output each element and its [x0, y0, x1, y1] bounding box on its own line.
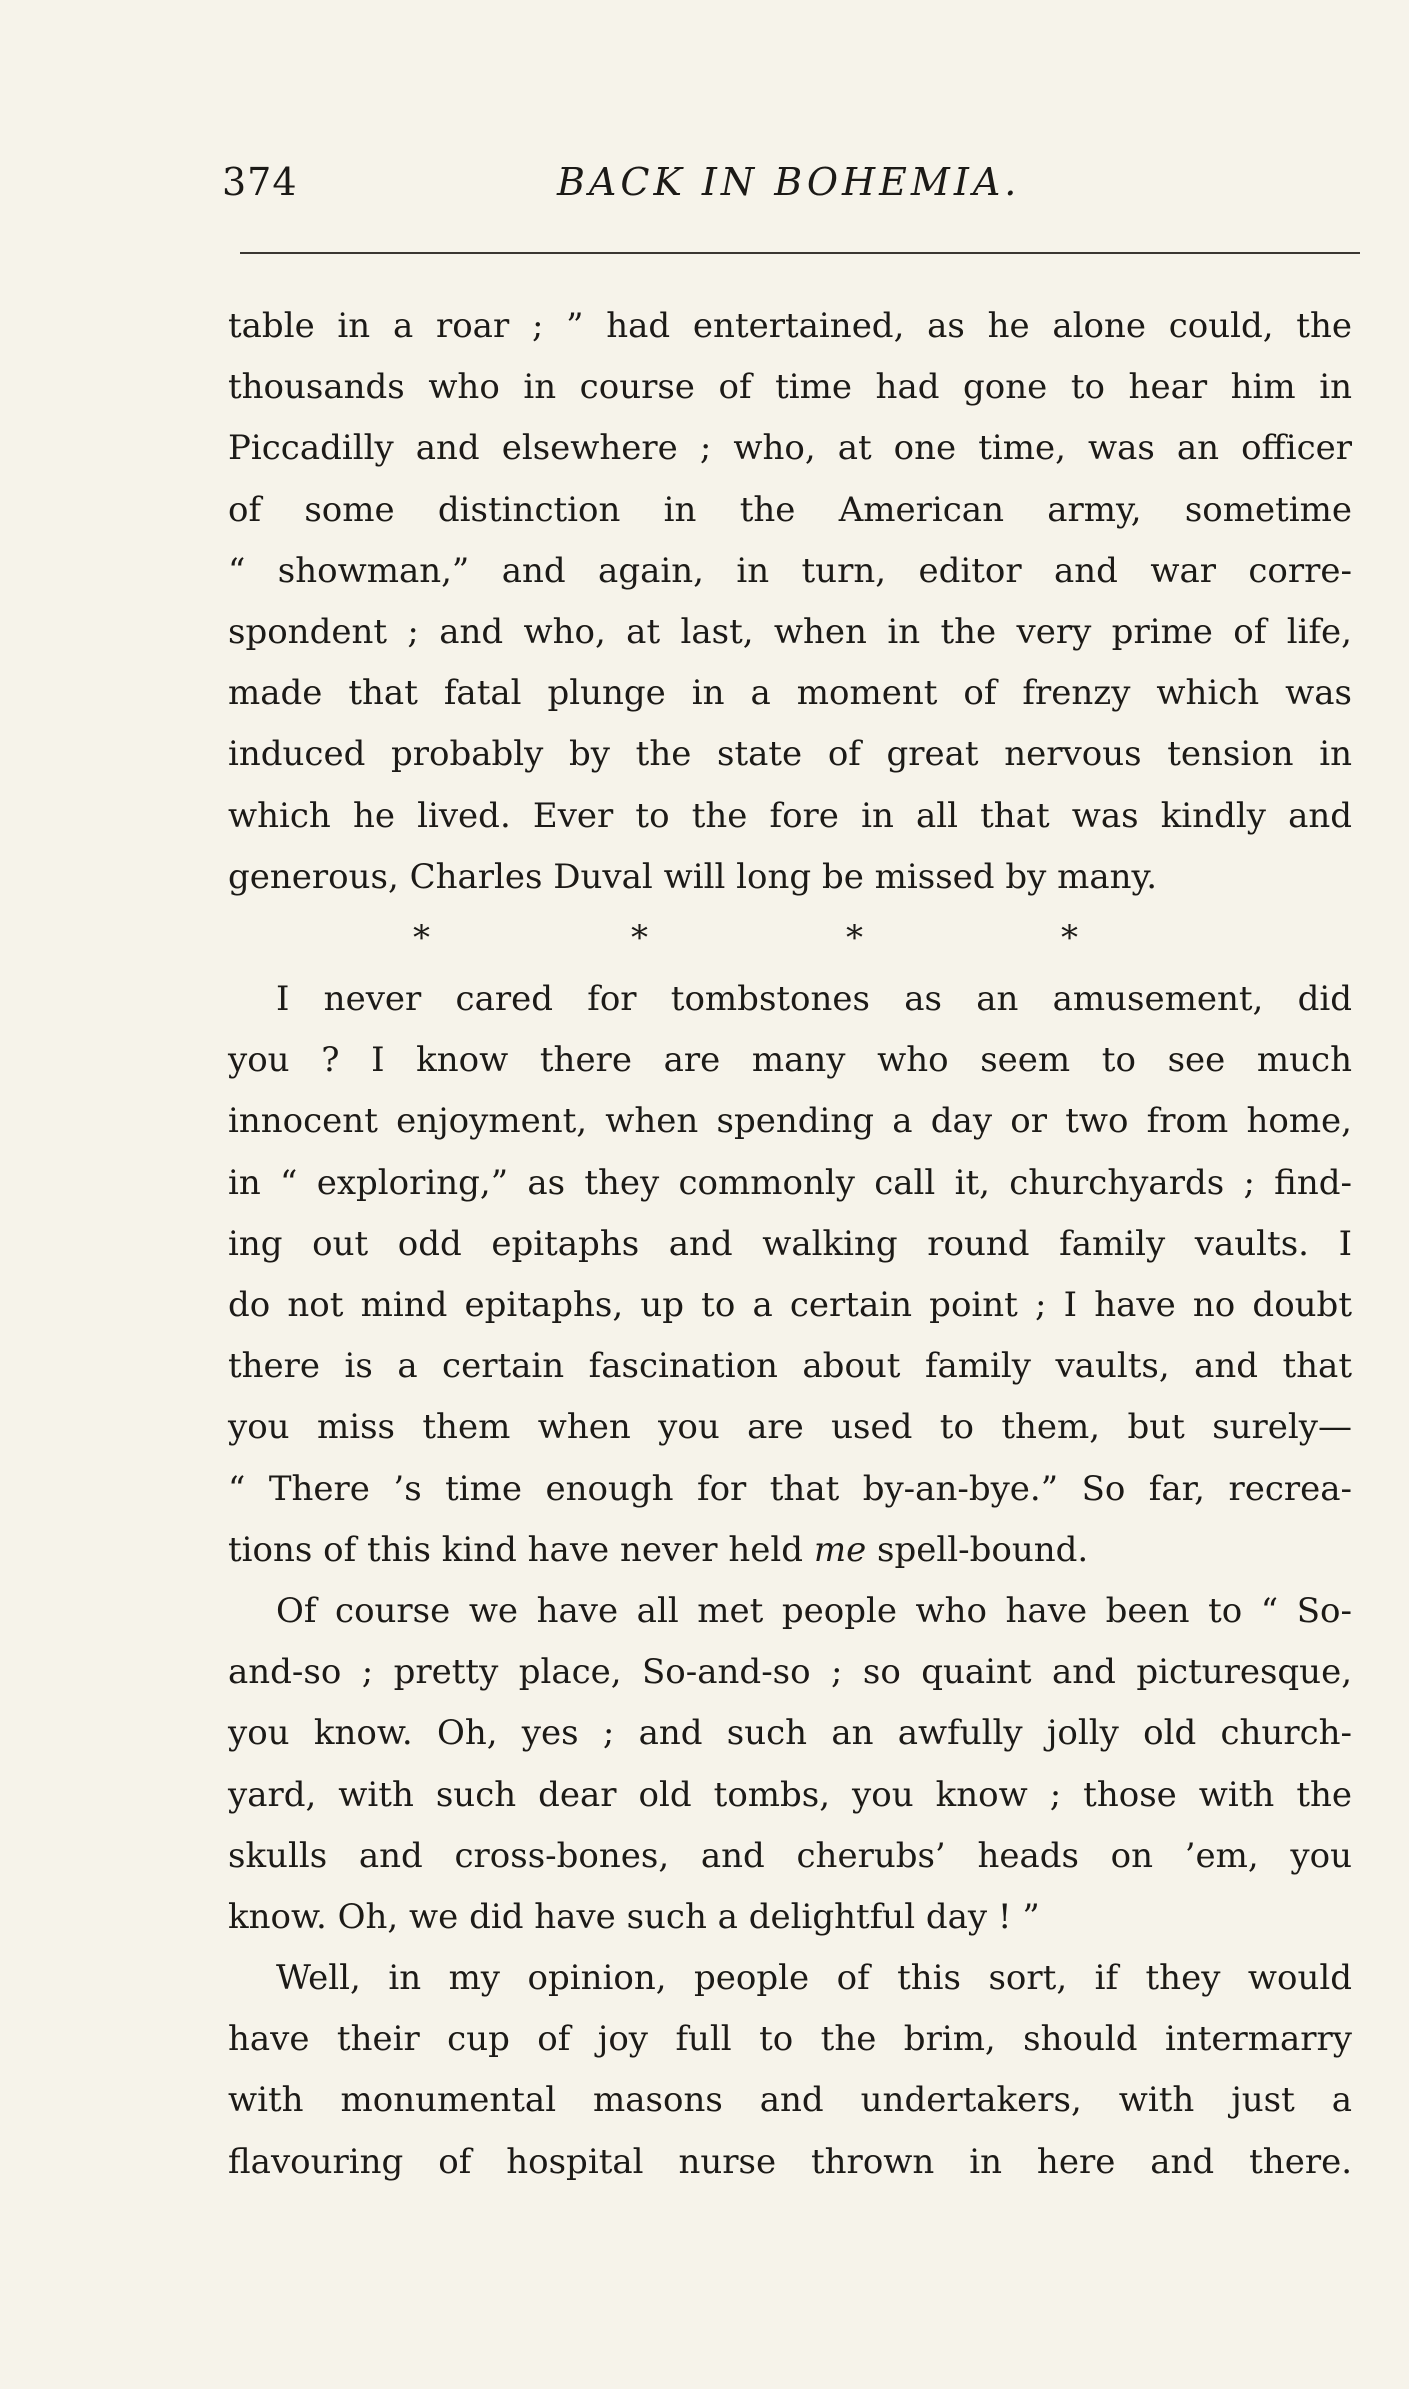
text-segment: tions of this kind have never held: [228, 1529, 814, 1570]
text-line: Piccadilly and elsewhere ; who, at one time, was an officer: [228, 428, 1352, 469]
text-line: ing out odd epitaphs and walking round family vaults. I: [228, 1223, 1352, 1264]
text-line: there is a certain fascination about family vaults, and that: [228, 1346, 1352, 1387]
paragraph-3: [228, 1581, 1352, 1948]
text-segment: spell-bound.: [866, 1529, 1089, 1570]
text-line: “ There ’s time enough for that by-an-bye.” So far, recrea-: [228, 1468, 1352, 1509]
text-line: you miss them when you are used to them, but surely—: [228, 1407, 1352, 1448]
body-text: [228, 296, 1352, 2193]
text-line: do not mind epitaphs, up to a certain point ; I have no doubt: [228, 1285, 1352, 1325]
text-line: know. Oh, we did have such a delightful day ! ”: [228, 1896, 1040, 1937]
paragraph-1: [228, 296, 1352, 908]
text-line: induced probably by the state of great nervous tension in: [228, 734, 1352, 775]
page-header: [222, 160, 1362, 220]
asterisk-glyph: *: [1061, 917, 1078, 958]
text-line: flavouring of hospital nurse thrown in here and there.: [228, 2141, 1352, 2182]
running-head: BACK IN BOHEMIA.: [557, 160, 1021, 204]
section-break-asterisks: [228, 908, 1352, 969]
text-line: of some distinction in the American army, sometime: [228, 489, 1352, 530]
text-line: innocent enjoyment, when spending a day or two from home,: [228, 1101, 1352, 1142]
asterisk-glyph: *: [631, 917, 648, 958]
text-line: “ showman,” and again, in turn, editor and war corre-: [228, 550, 1352, 591]
text-line: have their cup of joy full to the brim, should intermarry: [228, 2019, 1352, 2060]
text-line: skulls and cross-bones, and cherubs’ heads on ’em, you: [228, 1835, 1352, 1876]
text-line: spondent ; and who, at last, when in the very prime of life,: [228, 611, 1352, 652]
page-number: 374: [222, 160, 298, 204]
text-line: Of course we have all met people who have been to “ So-: [276, 1590, 1352, 1631]
text-line: table in a roar ; ” had entertained, as he alone could, the: [228, 306, 1352, 346]
text-line: generous, Charles Duval will long be missed by many.: [228, 856, 1158, 897]
paragraph-4: [228, 1948, 1352, 2193]
emphasized-word: me: [813, 1529, 867, 1570]
text-line: and-so ; pretty place, So-and-so ; so quaint and picturesque,: [228, 1652, 1352, 1693]
text-line: I never cared for tombstones as an amusement, did: [276, 979, 1352, 1020]
text-line: which he lived. Ever to the fore in all that was kindly and: [228, 795, 1352, 836]
text-line: thousands who in course of time had gone to hear him in: [228, 367, 1352, 408]
text-line: made that fatal plunge in a moment of frenzy which was: [228, 673, 1352, 714]
text-line: [228, 1520, 1352, 1581]
paragraph-2: [228, 969, 1352, 1581]
text-line: you know. Oh, yes ; and such an awfully jolly old church-: [228, 1713, 1352, 1754]
header-rule: [240, 252, 1360, 254]
text-line: in “ exploring,” as they commonly call it, churchyards ; find-: [228, 1162, 1352, 1203]
asterisk-glyph: *: [413, 917, 430, 958]
asterisk-glyph: *: [846, 917, 863, 958]
text-line: Well, in my opinion, people of this sort, if they would: [276, 1958, 1352, 1999]
text-line: yard, with such dear old tombs, you know ; those with the: [228, 1774, 1352, 1815]
text-line: with monumental masons and undertakers, with just a: [228, 2080, 1352, 2121]
text-line: you ? I know there are many who seem to see much: [228, 1040, 1352, 1081]
